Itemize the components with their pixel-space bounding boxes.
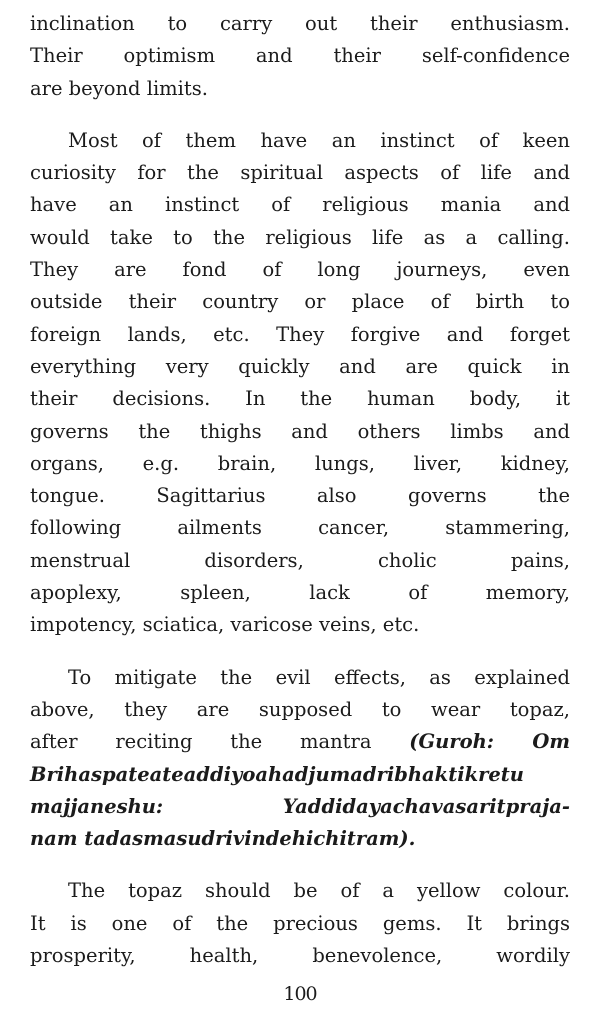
text-line: their decisions. In the human body, it bbox=[30, 387, 570, 411]
text-line: are beyond limits. bbox=[30, 76, 208, 100]
page-number: 100 bbox=[283, 983, 317, 1005]
text-line: menstrual disorders, cholic pains, bbox=[30, 548, 570, 572]
paragraph-mantra bbox=[30, 662, 570, 856]
paragraph-topaz bbox=[30, 875, 570, 972]
paragraph-traits bbox=[30, 125, 570, 642]
text-line: outside their country or place of birth to bbox=[30, 290, 570, 314]
text-line: It is one of the precious gems. It brings bbox=[30, 911, 570, 935]
mantra-line: nam tadasmasudrivindehichitram). bbox=[30, 827, 416, 851]
text-line: prosperity, health, benevolence, wordily bbox=[30, 944, 570, 968]
paragraph-continuation bbox=[30, 8, 570, 105]
text-line: would take to the religious life as a calling. bbox=[30, 225, 570, 249]
text-line: have an instinct of religious mania and bbox=[30, 193, 570, 217]
text-line: curiosity for the spiritual aspects of life and bbox=[30, 161, 570, 185]
text-line: apoplexy, spleen, lack of memory, bbox=[30, 581, 570, 605]
page-body bbox=[30, 8, 570, 992]
mantra-line: Brihaspateateaddiyoahadjumadribhaktikretu bbox=[30, 762, 524, 786]
text-line: The topaz should be of a yellow colour. bbox=[68, 879, 570, 903]
text-line: They are fond of long journeys, even bbox=[30, 258, 570, 282]
text-line: tongue. Sagittarius also governs the bbox=[30, 484, 570, 508]
text-line: organs, e.g. brain, lungs, liver, kidney, bbox=[30, 451, 570, 475]
mantra-line: majjaneshu: Yaddidayachavasaritpraja- bbox=[30, 794, 570, 818]
text-line-mixed bbox=[30, 726, 570, 758]
text-line: governs the thighs and others limbs and bbox=[30, 419, 570, 443]
text-line: Most of them have an instinct of keen bbox=[68, 128, 570, 152]
text-line: above, they are supposed to wear topaz, bbox=[30, 697, 570, 721]
text-fragment: after reciting the mantra bbox=[30, 730, 372, 754]
mantra-text: (Guroh: Om bbox=[409, 730, 571, 754]
text-line: everything very quickly and are quick in bbox=[30, 354, 570, 378]
text-line: impotency, sciatica, varicose veins, etc. bbox=[30, 613, 420, 637]
text-line: foreign lands, etc. They forgive and forget bbox=[30, 322, 570, 346]
text-line: following ailments cancer, stammering, bbox=[30, 516, 570, 540]
text-line: Their optimism and their self-confidence bbox=[30, 44, 570, 68]
text-line: To mitigate the evil effects, as explained bbox=[68, 665, 570, 689]
text-line: inclination to carry out their enthusiasm. bbox=[30, 12, 570, 35]
